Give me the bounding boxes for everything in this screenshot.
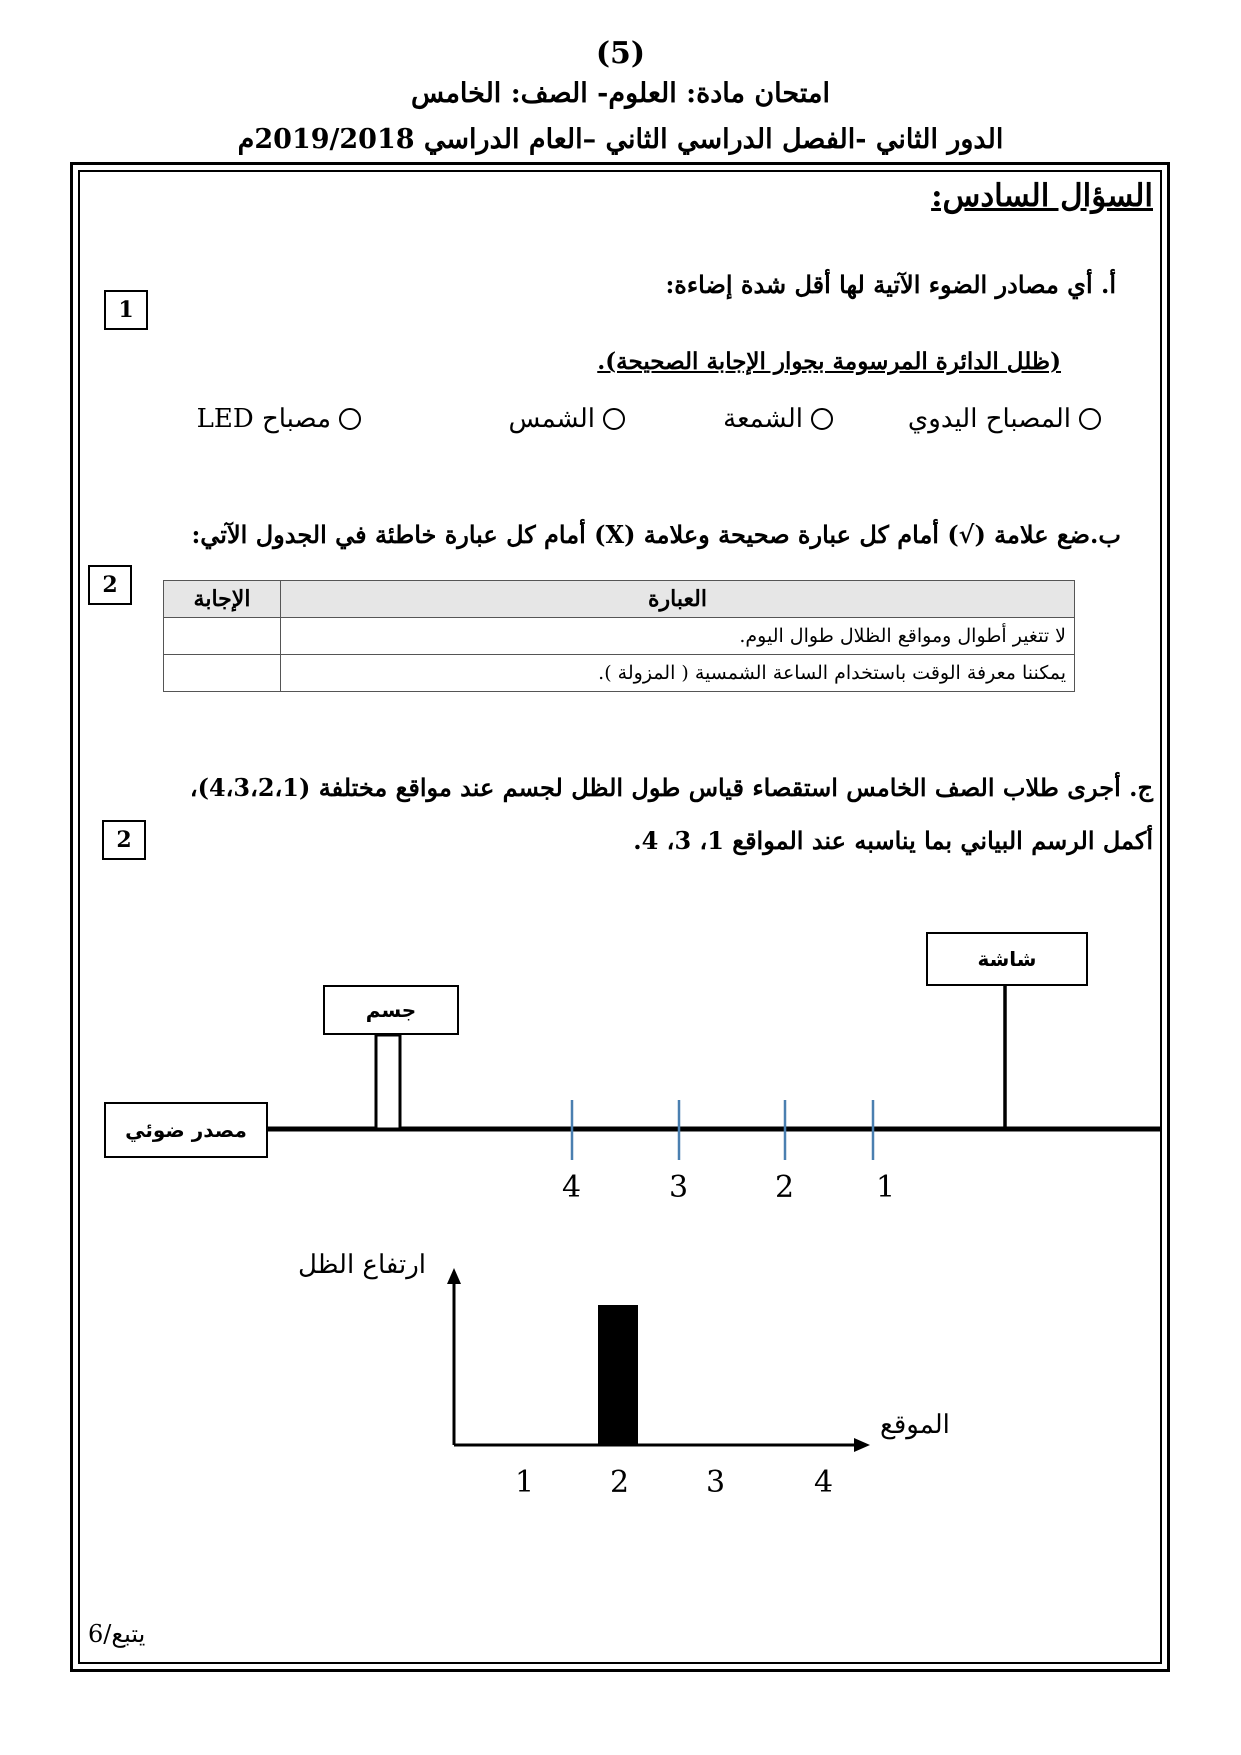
header-answer: الإجابة — [164, 581, 281, 618]
x-axis-arrow-icon — [854, 1438, 870, 1452]
position-label-1: 1 — [876, 1170, 896, 1205]
part-a-question: أ. أي مصادر الضوء الآتية لها أقل شدة إضاءة: — [665, 270, 1116, 299]
screen-label: شاشة — [926, 932, 1088, 986]
position-label-4: 4 — [562, 1170, 582, 1205]
y-axis-arrow-icon — [447, 1268, 461, 1284]
statement-cell: يمكننا معرفة الوقت باستخدام الساعة الشمسية ( المزولة ). — [281, 655, 1075, 692]
continue-footer: يتبع/6 — [88, 1620, 146, 1648]
option-label: الشمس — [508, 404, 595, 434]
object-label: جسم — [323, 985, 459, 1035]
question-title: السؤال السادس: — [931, 178, 1153, 214]
part-a-instruction: (ظلل الدائرة المرسومة بجوار الإجابة الصحيحة). — [597, 348, 1061, 375]
chart-y-label: ارتفاع الظل — [298, 1250, 427, 1280]
exam-header-subject: امتحان مادة: العلوم- الصف: الخامس — [411, 78, 830, 109]
light-source-label: مصدر ضوئي — [104, 1102, 268, 1158]
x-tick-label-1: 1 — [515, 1465, 535, 1500]
mark-box-part-a: 1 — [104, 290, 148, 330]
part-c-question-line1: ج. أجرى طلاب الصف الخامس استقصاء قياس طول الظل لجسم عند مواقع مختلفة (4،3،2،1)، — [189, 773, 1153, 802]
page-number: (5) — [595, 36, 646, 71]
x-tick-label-3: 3 — [706, 1465, 726, 1500]
header-statement: العبارة — [281, 581, 1075, 618]
part-c-question-line2: أكمل الرسم البياني بما يناسبه عند المواقع 1، 3، 4. — [633, 826, 1153, 855]
x-tick-label-2: 2 — [610, 1465, 630, 1500]
chart-x-label: الموقع — [880, 1410, 950, 1440]
statement-cell: لا تتغير أطوال ومواقع الظلال طوال اليوم. — [281, 618, 1075, 655]
mark-box-part-c: 2 — [102, 820, 146, 860]
option-label: المصباح اليدوي — [907, 404, 1071, 434]
mark-box-part-b: 2 — [88, 565, 132, 605]
option-label: الشمعة — [723, 404, 803, 434]
option-label: مصباح LED — [196, 404, 331, 434]
x-tick-label-4: 4 — [814, 1465, 834, 1500]
bar-position-2 — [598, 1305, 638, 1445]
part-b-question: ب.ضع علامة (√) أمام كل عبارة صحيحة وعلامة (X) أمام كل عبارة خاطئة في الجدول الآتي: — [191, 520, 1121, 549]
position-label-3: 3 — [669, 1170, 689, 1205]
exam-header-term: الدور الثاني -الفصل الدراسي الثاني –العام الدراسي 2019/2018م — [237, 124, 1004, 155]
position-label-2: 2 — [775, 1170, 795, 1205]
